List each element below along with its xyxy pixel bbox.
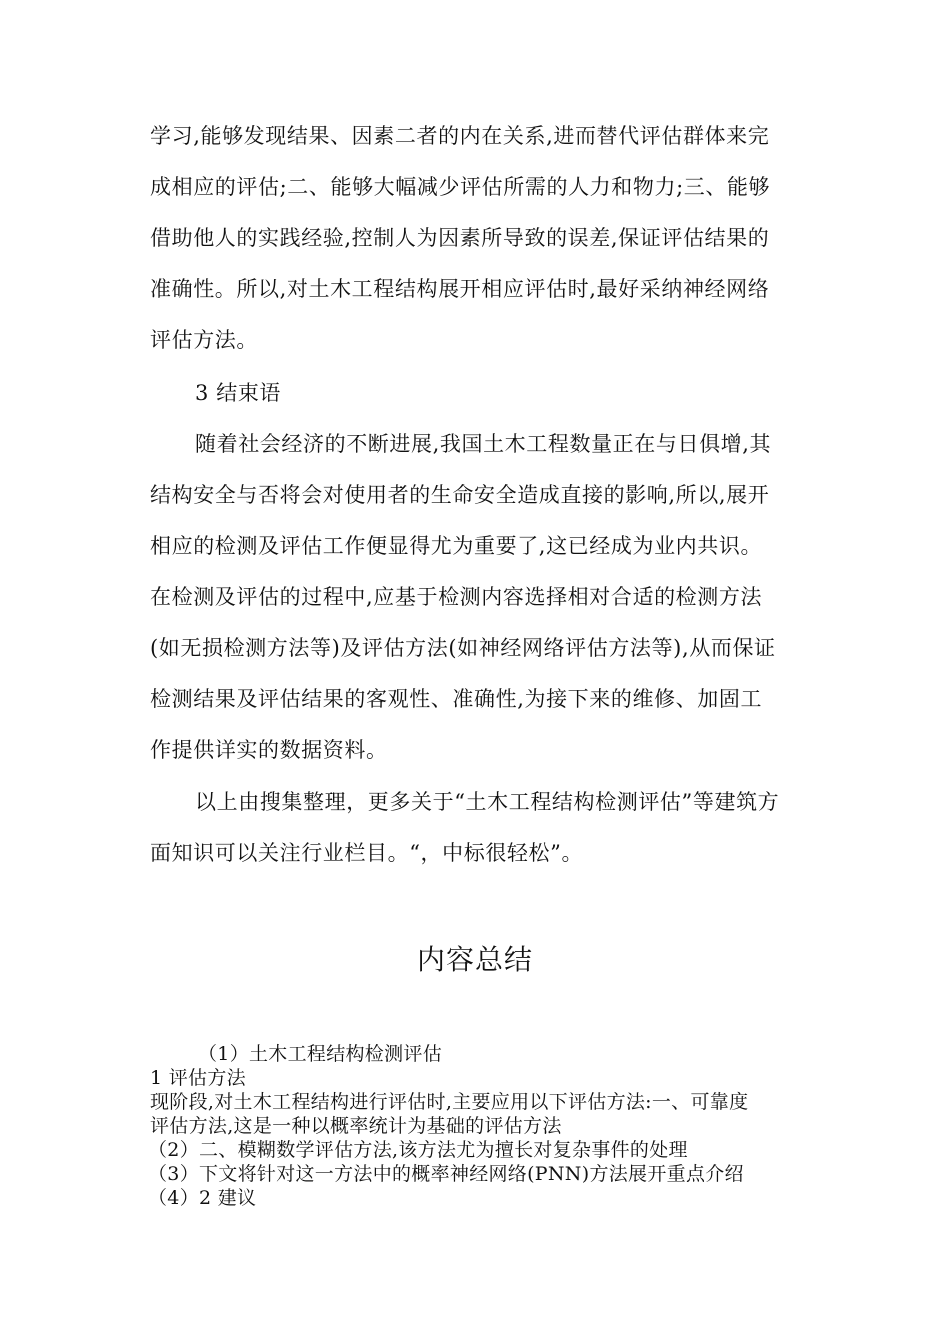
paragraph-line: 相应的检测及评估工作便显得尤为重要了,这已经成为业内共识。 [150,534,763,558]
section-heading-conclusion [150,368,800,419]
paragraph-line: 评估方法。 [150,328,258,352]
paragraph-line: (如无损检测方法等)及评估方法(如神经网络评估方法等),从而保证 [150,636,776,660]
paragraph-line: 以上由搜集整理，更多关于“土木工程结构检测评估”等建筑方 [195,790,780,814]
paragraph-line: 作提供详实的数据资料。 [150,738,388,762]
paragraph-line: 准确性。所以,对土木工程结构展开相应评估时,最好采纳神经网络 [150,277,770,301]
summary-item: 评估方法,这是一种以概率统计为基础的评估方法 [150,1115,562,1137]
summary-item: （4）2 建议 [148,1187,257,1209]
summary-item: （1）土木工程结构检测评估 [198,1043,442,1065]
paragraph-line: 面知识可以关注行业栏目。“，中标很轻松”。 [150,841,584,865]
summary-title: 内容总结 [416,943,533,976]
paragraph-line: 学习,能够发现结果、因素二者的内在关系,进而替代评估群体来完 [150,124,770,148]
paragraph-line: 借助他人的实践经验,控制人为因素所导致的误差,保证评估结果的 [150,226,770,250]
paragraph-neural-network-advantages [150,111,800,366]
paragraph-line: 在检测及评估的过程中,应基于检测内容选择相对合适的检测方法 [150,585,763,609]
paragraph-conclusion [150,419,800,776]
paragraph-line: 成相应的评估;二、能够大幅减少评估所需的人力和物力;三、能够 [150,175,771,199]
summary-list [150,1042,810,1210]
paragraph-source-note [150,777,800,879]
summary-item: （3）下文将针对这一方法中的概率神经网络(PNN)方法展开重点介绍 [148,1163,744,1185]
section-heading-text: 3 结束语 [195,381,282,405]
summary-item: 现阶段,对土木工程结构进行评估时,主要应用以下评估方法:一、可靠度 [150,1091,749,1113]
paragraph-line: 结构安全与否将会对使用者的生命安全造成直接的影响,所以,展开 [150,483,770,507]
summary-item: （2）二、模糊数学评估方法,该方法尤为擅长对复杂事件的处理 [148,1139,688,1161]
paragraph-line: 检测结果及评估结果的客观性、准确性,为接下来的维修、加固工 [150,687,763,711]
paragraph-line: 随着社会经济的不断进展,我国土木工程数量正在与日俱增,其 [195,432,772,456]
summary-item: 1 评估方法 [150,1067,246,1089]
